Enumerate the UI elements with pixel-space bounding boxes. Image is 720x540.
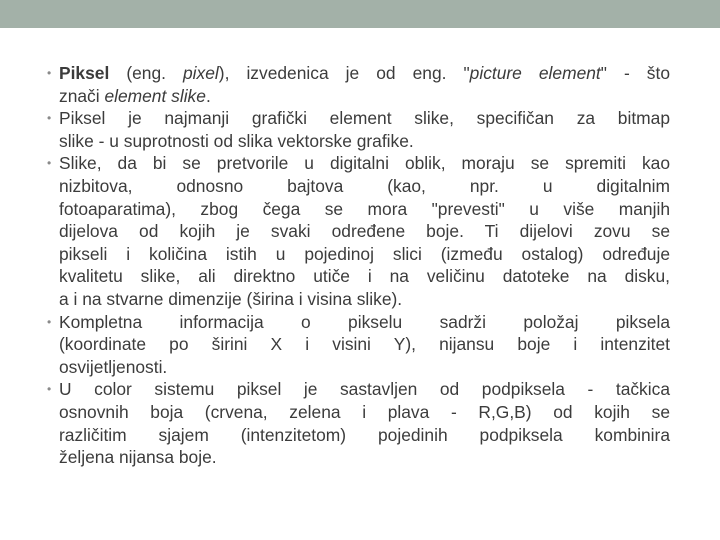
text-segment: fotoaparatima), zbog čega se mora "prevesti" u više manjih xyxy=(59,198,670,219)
text-line xyxy=(59,175,670,198)
text-line xyxy=(59,265,670,288)
text-segment: osvijetljenosti. xyxy=(59,356,168,377)
bullet-dot-icon: • xyxy=(47,314,52,329)
text-segment: znači xyxy=(59,85,105,106)
bullet-item xyxy=(47,378,670,468)
bullet-item xyxy=(47,311,670,379)
text-segment: pixel xyxy=(183,63,219,83)
text-segment: dijelova od kojih je svaki određene boje. Ti dijelovi zovu se xyxy=(59,221,670,242)
text-line xyxy=(59,85,670,108)
text-line xyxy=(59,446,670,469)
text-line xyxy=(59,311,670,334)
text-line xyxy=(59,107,670,130)
text-segment: slike - u suprotnosti od slika vektorske grafike. xyxy=(59,130,414,151)
text-segment: kvalitetu slike, ali direktno utiče i na veličinu datoteke na disku, xyxy=(59,266,670,287)
slide-header-bar xyxy=(0,0,720,28)
bullet-dot-icon: • xyxy=(47,111,52,126)
text-line xyxy=(59,152,670,175)
bullet-dot-icon: • xyxy=(47,382,52,397)
text-segment: različitim sjajem (intenzitetom) pojedinih podpiksela kombinira xyxy=(59,424,670,445)
bullet-dot-icon: • xyxy=(47,156,52,171)
text-segment: picture element xyxy=(469,63,601,83)
bullet-list xyxy=(47,62,670,469)
text-line xyxy=(59,356,670,379)
text-line xyxy=(59,130,670,153)
text-line xyxy=(59,288,670,311)
text-segment: (koordinate po širini X i visini Y), nijansu boje i intenzitet xyxy=(59,334,670,355)
text-segment: U color sistemu piksel je sastavljen od podpiksela - tačkica xyxy=(59,379,670,400)
bullet-item xyxy=(47,107,670,152)
slide-content xyxy=(47,62,670,469)
text-segment: Kompletna informacija o pikselu sadrži položaj piksela xyxy=(59,311,670,332)
text-segment: osnovnih boja (crvena, zelena i plava - R,G,B) od kojih se xyxy=(59,401,670,422)
text-line xyxy=(59,62,670,85)
text-segment: . xyxy=(205,85,211,106)
text-segment: " - što xyxy=(600,63,670,83)
text-segment: (eng. xyxy=(109,63,183,83)
text-line xyxy=(59,243,670,266)
text-line xyxy=(59,424,670,447)
bullet-item xyxy=(47,152,670,310)
text-line xyxy=(59,198,670,221)
text-line xyxy=(59,378,670,401)
text-line xyxy=(59,220,670,243)
bullet-dot-icon: • xyxy=(47,66,52,80)
text-segment: element slike xyxy=(104,85,206,106)
text-segment: Piksel je najmanji grafički element slike, specifičan za bitmap xyxy=(59,108,670,129)
text-segment: pikseli i količina istih u pojedinoj slici (između ostalog) određuje xyxy=(59,243,670,264)
text-line xyxy=(59,333,670,356)
text-segment: željena nijansa boje. xyxy=(59,447,217,468)
text-segment: a i na stvarne dimenzije (širina i visina slike). xyxy=(59,288,403,309)
text-segment: ), izvedenica je od eng. " xyxy=(218,63,470,83)
text-segment: Slike, da bi se pretvorile u digitalni oblik, moraju se spremiti kao xyxy=(59,153,670,174)
text-line xyxy=(59,401,670,424)
text-segment: Piksel xyxy=(59,63,110,83)
bullet-item xyxy=(47,62,670,107)
text-segment: nizbitova, odnosno bajtova (kao, npr. u digitalnim xyxy=(59,175,670,196)
